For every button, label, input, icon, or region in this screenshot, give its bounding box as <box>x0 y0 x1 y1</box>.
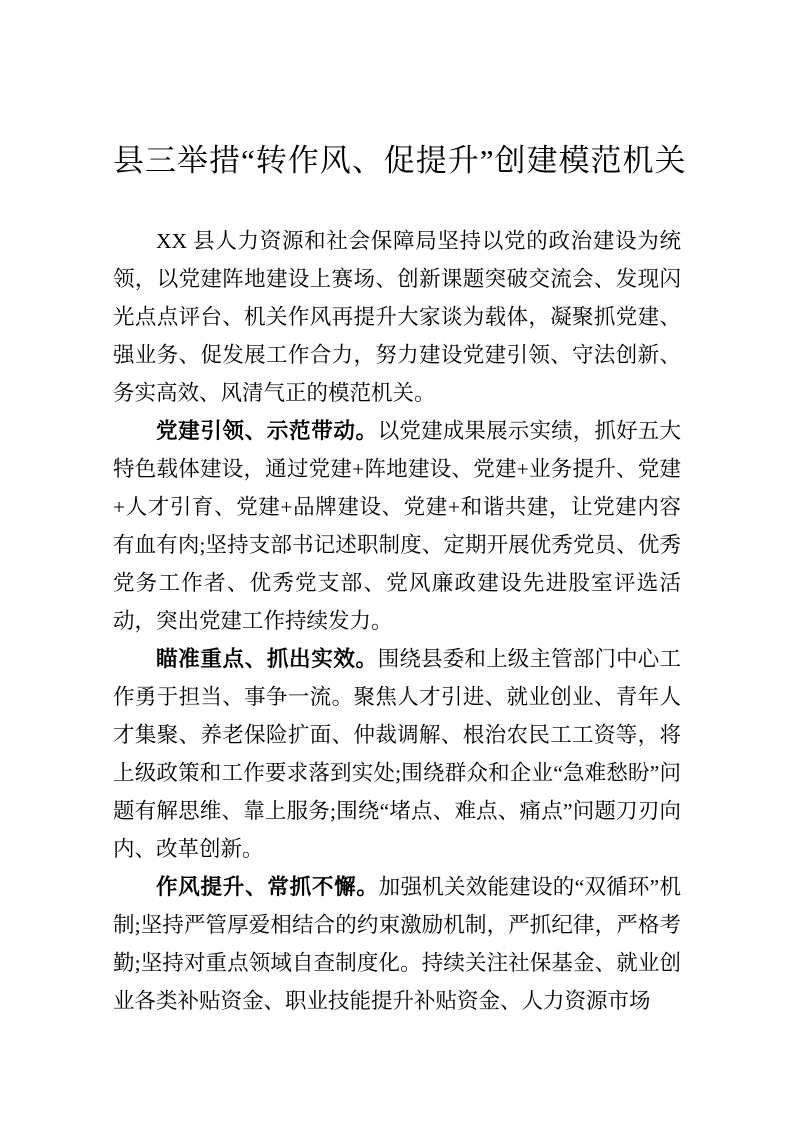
paragraph-text: 加强机关效能建设的“双循环”机制;坚持严管厚爱相结合的约束激励机制，严抓纪律，严格考勤;坚持对重点领域自查制度化。持续关注社保基金、就业创业各类补贴资金、职业技能提升补贴资金、人力资源市场 <box>113 874 681 1013</box>
paragraph-text: 以党建成果展示实绩，抓好五大特色载体建设，通过党建+阵地建设、党建+业务提升、党建+人才引育、党建+品牌建设、党建+和谐共建，让党建内容有血有肉;坚持支部书记述职制度、定期开展优秀党员、优秀党务工作者、优秀党支部、党风廉政建设先进股室评选活动，突出党建工作持续发力。 <box>113 418 681 633</box>
paragraph-measure-2 <box>113 640 681 868</box>
paragraph-lead: 党建引领、示范带动。 <box>156 418 378 443</box>
paragraph-lead: 瞄准重点、抓出实效。 <box>156 646 378 671</box>
paragraph-lead: 作风提升、常抓不懈。 <box>156 874 379 899</box>
document-title: 县三举措“转作风、促提升”创建模范机关 <box>113 143 687 178</box>
paragraph-measure-3 <box>113 868 681 1020</box>
paragraph-text: XX 县人力资源和社会保障局坚持以党的政治建设为统领，以党建阵地建设上赛场、创新课题突破交流会、发现闪光点点评台、机关作风再提升大家谈为载体，凝聚抓党建、强业务、促发展工作合力，努力建设党建引领、守法创新、务实高效、风清气正的模范机关。 <box>113 228 681 405</box>
document-body <box>113 222 681 1020</box>
paragraph-text: 围绕县委和上级主管部门中心工作勇于担当、事争一流。聚焦人才引进、就业创业、青年人才集聚、养老保险扩面、仲裁调解、根治农民工工资等，将上级政策和工作要求落到实处;围绕群众和企业“急难愁盼”问题有解思维、靠上服务;围绕“堵点、难点、痛点”问题刀刃向内、改革创新。 <box>113 646 681 861</box>
paragraph-intro <box>113 222 681 412</box>
paragraph-measure-1 <box>113 412 681 640</box>
